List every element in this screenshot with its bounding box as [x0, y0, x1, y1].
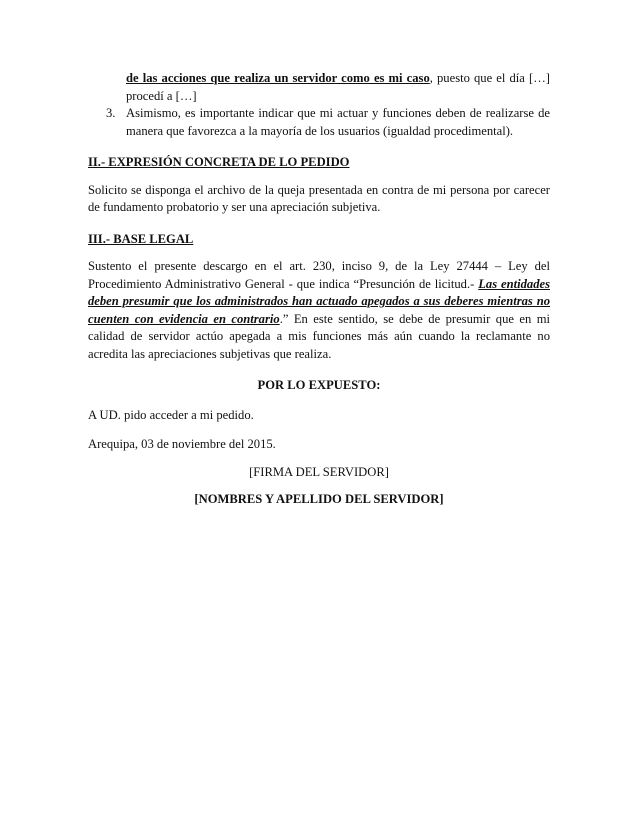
list-continuation — [126, 70, 550, 105]
date-line: Arequipa, 03 de noviembre del 2015. — [88, 437, 276, 451]
continuation-text: , puesto que el día […] procedí a […] — [126, 71, 550, 103]
list-item-3 — [106, 105, 550, 140]
section-3-paragraph — [88, 258, 550, 363]
legal-quote-emphasis: Las entidades deben presumir que los administrados han actuado apegados a sus deberes mientras no cuenten con evidencia en contrario — [88, 276, 550, 326]
section-heading-3: III.- BASE LEGAL — [88, 231, 194, 246]
name-placeholder: [NOMBRES Y APELLIDO DEL SERVIDOR] — [194, 492, 444, 506]
signature-placeholder: [FIRMA DEL SERVIDOR] — [249, 464, 389, 479]
emphasis-text: de las acciones que realiza un servidor como es mi caso — [126, 71, 430, 85]
section-2-paragraph: Solicito se disponga el archivo de la queja presentada en contra de mi persona por carecer de fundamento probatorio y ser una apreciación subjetiva. — [88, 182, 550, 214]
legal-text-intro: Sustento el presente descargo en el art. 230, inciso 9, de la Ley 27444 – Ley del Procedimiento Administrativo General - que indica “Presunción de licitud.- — [88, 259, 550, 291]
legal-text-conclusion: .” En este sentido, se debe de presumir que en mi calidad de servidor actúo apegada a mis funciones más aún cuando la reclamante no acredita las apreciaciones subjetivas que realiza. — [88, 311, 550, 361]
section-heading-2: II.- EXPRESIÓN CONCRETA DE LO PEDIDO — [88, 155, 350, 169]
list-item-text: Asimismo, es importante indicar que mi actuar y funciones deben de realizarse de manera que favorezca a la mayoría de los usuarios (igualdad procedimental). — [126, 106, 550, 138]
list-number: 3. — [106, 106, 116, 120]
request-line: A UD. pido acceder a mi pedido. — [88, 407, 254, 422]
closing-heading: POR LO EXPUESTO: — [257, 378, 381, 392]
